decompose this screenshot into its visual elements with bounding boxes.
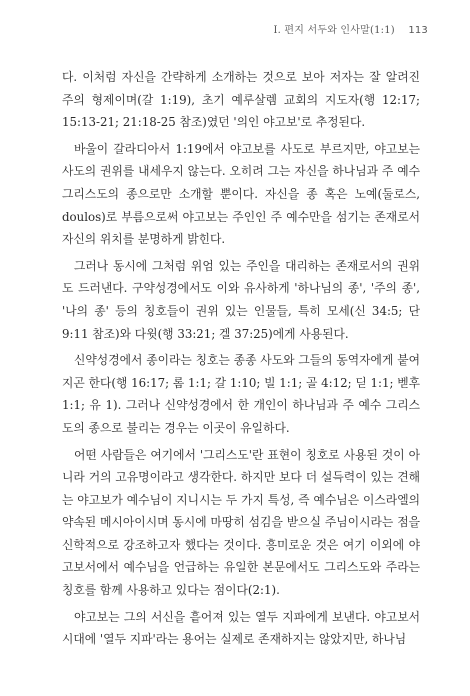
paragraph-1: 다. 이처럼 자신을 간략하게 소개하는 것으로 보아 저자는 잘 알려진 주의 형제이며(갈 1:19), 초기 예루살렘 교회의 지도자(행 12:17; 15:13-21; 21:18-25 참조)였던 '의인 야고보'로 추정된다. <box>62 70 420 130</box>
paragraph-6: 야고보는 그의 서신을 흩어져 있는 열두 지파에게 보낸다. 야고보서 시대에 '열두 지파'라는 용어는 실제로 존재하지는 않았지만, 하나님 <box>62 609 420 647</box>
page-number: 113 <box>408 25 428 36</box>
paragraph-5: 어떤 사람들은 여기에서 '그리스도'란 표현이 칭호로 사용된 것이 아니라 거의 고유명이라고 생각한다. 하지만 보다 더 설득력이 있는 견해는 야고보가 예수님이 지니시는 두 가지 특성, 즉 예수님은 이스라엘의 약속된 메시아이시며 동시에 마땅히 섬김을 받으실 주님이시라는 점을 신학적으로 강조하고자 했다는 것이다. 흥미로운 것은 여기 이외에 야고보서에서 예수님을 언급하는 유일한 본문에서도 그리스도와 주라는 칭호를 함께 사용하고 있다는 점이다(2:1). <box>62 447 420 598</box>
paragraph-3: 그러나 동시에 그처럼 위엄 있는 주인을 대리하는 존재로서의 권위도 드러낸다. 구약성경에서도 이와 유사하게 '하나님의 종', '주의 종', '나의 종' 등의 칭호들이 권위 있는 인물들, 특히 모세(신 34:5; 단 9:11 참조)와 다윗(행 33:21; 겔 37:25)에게 사용된다. <box>62 258 420 341</box>
running-title: I. 편지 서두와 인사말(1:1) <box>273 25 395 36</box>
paragraph-4: 신약성경에서 종이라는 칭호는 종종 사도와 그들의 동역자에게 붙여지곤 한다(행 16:17; 롬 1:1; 갈 1:10; 빌 1:1; 골 4:12; 딛 1:1; 벧후 1:1; 유 1). 그러나 신약성경에서 한 개인이 하나님과 주 예수 그리스도의 종으로 불리는 경우는 이곳이 유일하다. <box>62 353 420 435</box>
body-text <box>62 66 420 651</box>
running-header <box>273 21 428 36</box>
paragraph-2: 바울이 갈라디아서 1:19에서 야고보를 사도로 부르지만, 야고보는 사도의 권위를 내세우지 않는다. 오히려 그는 자신을 하나님과 주 예수 그리스도의 종으로만 소개할 뿐이다. 자신을 종 혹은 노예(둘로스, doulos)로 부름으로써 야고보는 주인인 주 예수만을 섬기는 존재로서 자신의 위치를 분명하게 밝힌다. <box>62 141 420 247</box>
